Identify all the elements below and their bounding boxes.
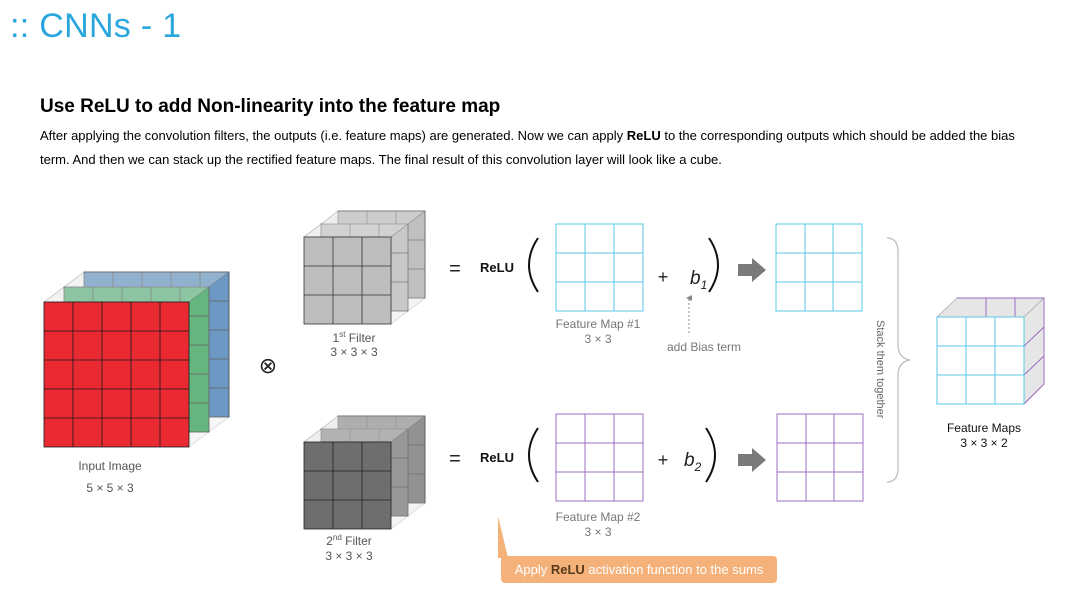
paragraph-relu: ReLU — [626, 128, 661, 143]
relu-callout — [501, 556, 777, 583]
paragraph-part2: to the corresponding outputs which should be added the bias term. And then we can stack up the rectified feature maps. The final result of this convolution layer will look like a cube. — [40, 128, 1015, 167]
filter-1-cube — [304, 211, 425, 359]
filter-1-label: 1st Filter — [332, 330, 376, 345]
filter-2-dims: 3 × 3 × 3 — [325, 549, 373, 563]
filter-1-dims: 3 × 3 × 3 — [330, 345, 378, 359]
feature-map-2-label: Feature Map #2 — [555, 510, 641, 524]
arrow-right-1 — [738, 258, 766, 282]
close-paren-2 — [706, 428, 715, 482]
equation-row-2 — [449, 414, 863, 539]
input-cube-side — [189, 272, 229, 447]
stack-note: Stack them together — [874, 320, 886, 419]
bias-term-2: $b_2$ — [684, 450, 702, 474]
feature-map-2-dims: 3 × 3 — [584, 525, 612, 539]
feature-map-1-label: Feature Map #1 — [555, 317, 641, 331]
open-paren-2 — [529, 428, 538, 482]
callout-text-post: activation function to the sums — [584, 562, 764, 577]
section-heading: Use ReLU to add Non-linearity into the feature map — [40, 96, 501, 117]
bias-term-1: $b_1$ — [690, 268, 708, 292]
rectified-map-1-grid — [776, 224, 862, 311]
feature-map-1-grid — [556, 224, 643, 311]
red-channel — [44, 302, 189, 447]
output-feature-maps-cube — [937, 298, 1044, 450]
filter-2-label: 2nd Filter — [326, 533, 372, 548]
arrow-right-2 — [738, 448, 766, 472]
callout-text-pre: Apply — [514, 562, 551, 577]
input-image-dims: 5 × 5 × 3 — [86, 481, 134, 495]
paragraph-part1: After applying the convolution filters, the outputs (i.e. feature maps) are generated. Now we can apply — [40, 128, 627, 143]
input-image-cube — [44, 272, 229, 495]
equals-sign-1: = — [449, 258, 461, 280]
callout-text-bold: ReLU — [550, 562, 585, 577]
filter-2-cube — [304, 416, 425, 563]
output-dims: 3 × 3 × 2 — [960, 436, 1008, 450]
relu-label-1: ReLU — [480, 260, 514, 275]
callout-pointer — [498, 516, 508, 558]
feature-map-1-dims: 3 × 3 — [584, 332, 612, 346]
open-paren-1 — [529, 238, 538, 292]
stack-brace — [887, 238, 909, 482]
slide-title: :: CNNs - 1 — [10, 7, 182, 45]
convolution-operator: ⊗ — [258, 353, 278, 378]
bias-note: add Bias term — [666, 340, 742, 354]
input-image-label: Input Image — [78, 459, 142, 473]
plus-sign-1: + — [657, 267, 669, 287]
plus-sign-2: + — [657, 450, 669, 470]
feature-map-2-grid — [556, 414, 643, 501]
relu-label-2: ReLU — [480, 450, 514, 465]
output-label: Feature Maps — [946, 421, 1022, 435]
equation-row-1 — [449, 224, 862, 354]
equals-sign-2: = — [449, 448, 461, 470]
close-paren-1 — [709, 238, 718, 292]
rectified-map-2-grid — [777, 414, 863, 501]
